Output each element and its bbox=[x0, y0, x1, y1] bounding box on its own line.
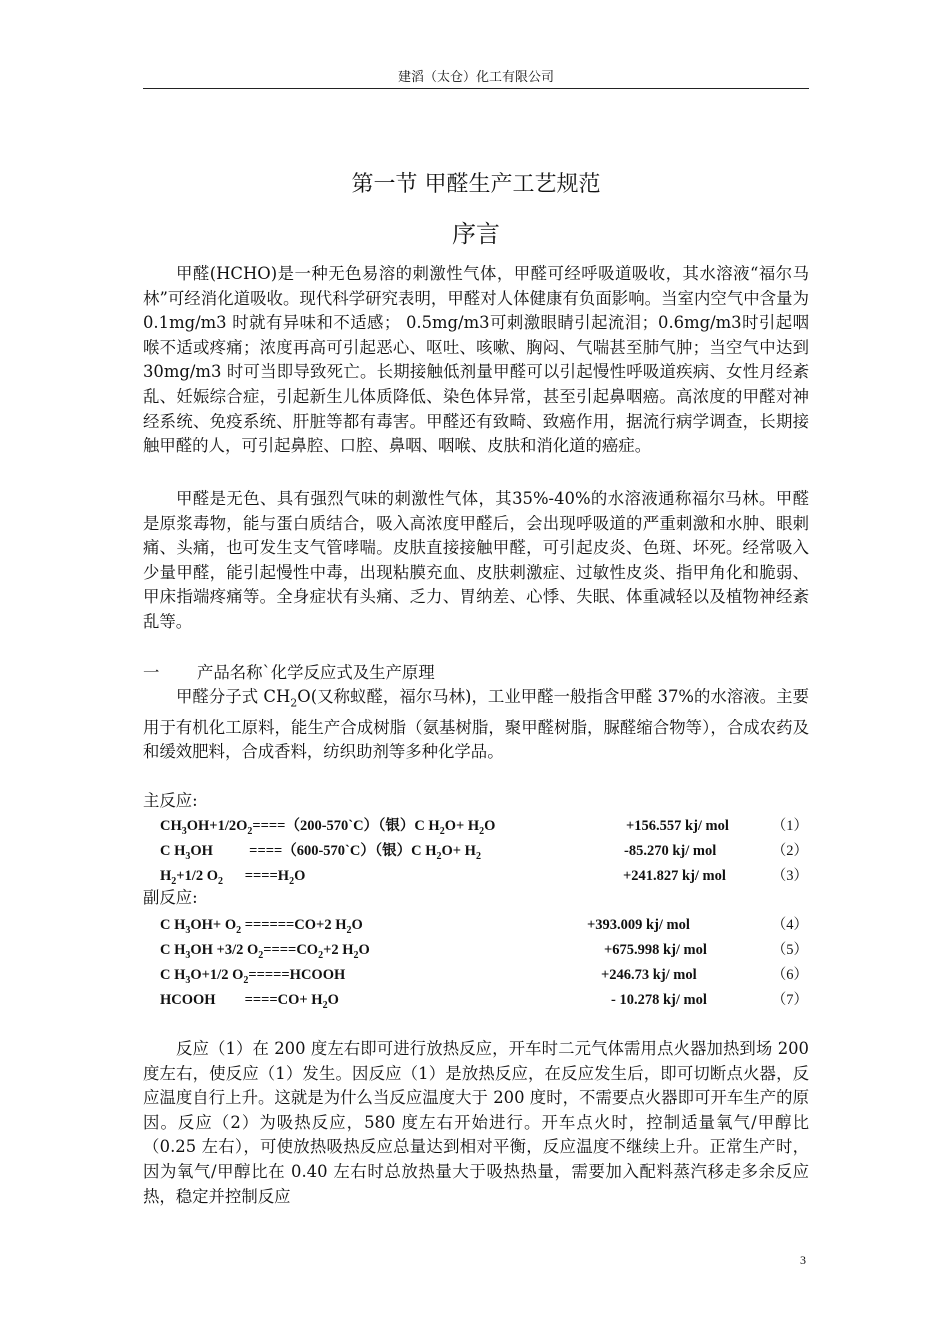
paragraph-symptoms: 甲醛是无色、具有强烈气味的刺激性气体，其35%-40%的水溶液通称福尔马林。甲醛是原浆毒物，能与蛋白质结合，吸入高浓度甲醛后，会出现呼吸道的严重刺激和水肿、眼刺痛、头痛，也可发生支气管哮喘。皮肤直接接触甲醛，可引起皮炎、色斑、坏死。经常吸入少量甲醛，能引起慢性中毒，出现粘膜充血、皮肤刺激症、过敏性皮炎、指甲角化和脆弱、甲床指端疼痛等。全身症状有头痛、乏力、胃纳差、心悸、失眠、体重减轻以及植物神经紊乱等。 bbox=[143, 489, 809, 631]
formula-description: O(又称蚁醛，福尔马林)，工业甲醛一般指含甲醛 37%的水溶液。主要用于有机化工原料，能生产合成树脂（氨基树脂，聚甲醛树脂，脲醛缩合物等），合成农药及和缓效肥料，合成香料，纺织助剂等多种化学品。 bbox=[143, 687, 809, 762]
section-heading bbox=[143, 661, 809, 686]
formula-text: 甲醛分子式 CH bbox=[176, 687, 291, 706]
reaction-equation: C $H_3OH +3/2$ $O_2====CO_2+2$ $H_2O$ bbox=[160, 942, 370, 961]
reaction-equation: HCOOH $====CO+ H_2O$ bbox=[160, 992, 339, 1011]
paragraph-formula bbox=[143, 685, 809, 765]
reaction-number: （2） bbox=[771, 843, 808, 859]
page-header: 建滔（太仓）化工有限公司 bbox=[397, 70, 554, 85]
section-number: 一 bbox=[143, 663, 160, 682]
reaction-enthalpy: +246.73 kj/ mol bbox=[601, 967, 697, 983]
reaction-number: （6） bbox=[771, 967, 808, 983]
reaction-row bbox=[160, 964, 810, 986]
section-title: 产品名称`化学反应式及生产原理 bbox=[197, 663, 435, 682]
reaction-number: （5） bbox=[771, 942, 808, 958]
reaction-row bbox=[160, 939, 810, 961]
page-title: 第一节 甲醛生产工艺规范 bbox=[351, 172, 601, 197]
reaction-enthalpy: +241.827 kj/ mol bbox=[623, 868, 726, 884]
reaction-row bbox=[160, 840, 810, 862]
reaction-number: （1） bbox=[771, 818, 808, 834]
reaction-enthalpy: +156.557 kj/ mol bbox=[626, 818, 729, 834]
paragraph-intro: 甲醛(HCHO)是一种无色易溶的刺激性气体，甲醛可经呼吸道吸收，其水溶液“福尔马林”可经消化道吸收。现代科学研究表明，甲醛对人体健康有负面影响。当室内空气中含量为 0.1mg/m3 时就有异味和不适感； 0.5mg/m3可刺激眼睛引起流泪；0.6mg/m3时引起咽喉不适或疼痛；浓度再高可引起恶心、呕吐、咳嗽、胸闷、气喘甚至肺气肿；当空气中达到 30mg/m3 时可当即导致死亡。长期接触低剂量甲醛可以引起慢性呼吸道疾病、女性月经紊乱、妊娠综合症，引起新生儿体质降低、染色体异常，甚至引起鼻咽癌。高浓度的甲醛对神经系统、免疫系统、肝脏等都有毒害。甲醛还有致畸、致癌作用，据流行病学调查，长期接触甲醛的人，可引起鼻腔、口腔、鼻咽、咽喉、皮肤和消化道的癌症。 bbox=[143, 264, 809, 456]
reaction-row bbox=[160, 914, 810, 936]
reaction-enthalpy: +393.009 kj/ mol bbox=[587, 917, 690, 933]
reaction-enthalpy: - 10.278 kj/ mol bbox=[611, 992, 707, 1008]
reaction-equation: C $H_3OH$ ====（600-570`C）（银）C $H_2O+ H_2$ bbox=[160, 843, 481, 862]
paragraph-reaction-notes: 反应（1）在 200 度左右即可进行放热反应，开车时二元气体需用点火器加热到场 200 度左右，使反应（1）发生。因反应（1）是放热反应，在反应发生后，即可切断点火器，反应温度自行上升。这就是为什么当反应温度大于 200 度时，不需要点火器即可开车生产的原因。反应（2）为吸热反应，580 度左右开始进行。开车点火时，控制适量氧气/甲醇比（0.25 左右），可使放热吸热反应总量达到相对平衡，反应温度不继续上升。正常生产时，因为氧气/甲醇比在 0.40 左右时总放热量大于吸热热量，需要加入配料蒸汽移走多余反应热，稳定并控制反应 bbox=[143, 1039, 809, 1206]
reaction-equation: C $H_3OH+ O_2 ======CO+2$ $H_2O$ bbox=[160, 917, 363, 936]
reaction-number: （4） bbox=[771, 917, 808, 933]
main-reactions-label: 主反应: bbox=[143, 791, 198, 810]
reaction-number: （3） bbox=[771, 868, 808, 884]
side-reactions-label: 副反应: bbox=[143, 888, 198, 907]
reaction-row bbox=[160, 989, 810, 1011]
header-rule bbox=[143, 88, 809, 89]
reaction-number: （7） bbox=[771, 992, 808, 1008]
reaction-enthalpy: +675.998 kj/ mol bbox=[604, 942, 707, 958]
formula-subscript: 2 bbox=[290, 696, 298, 710]
reaction-enthalpy: -85.270 kj/ mol bbox=[624, 843, 717, 859]
page-number: 3 bbox=[800, 1253, 806, 1267]
reaction-equation: $CH_3OH+1/2O_2====(200-570`C)$（银）C $H_2O+ H_2O$ bbox=[160, 818, 496, 837]
reaction-row bbox=[160, 815, 810, 837]
reaction-equation: C $H_3O+1/2$ $O_2=====HCOOH$ bbox=[160, 967, 346, 986]
reaction-row bbox=[160, 865, 810, 887]
reaction-equation: $H_2+1/2$ $O_2$ $====H_2O$ bbox=[160, 868, 306, 887]
subtitle: 序言 bbox=[452, 220, 500, 248]
